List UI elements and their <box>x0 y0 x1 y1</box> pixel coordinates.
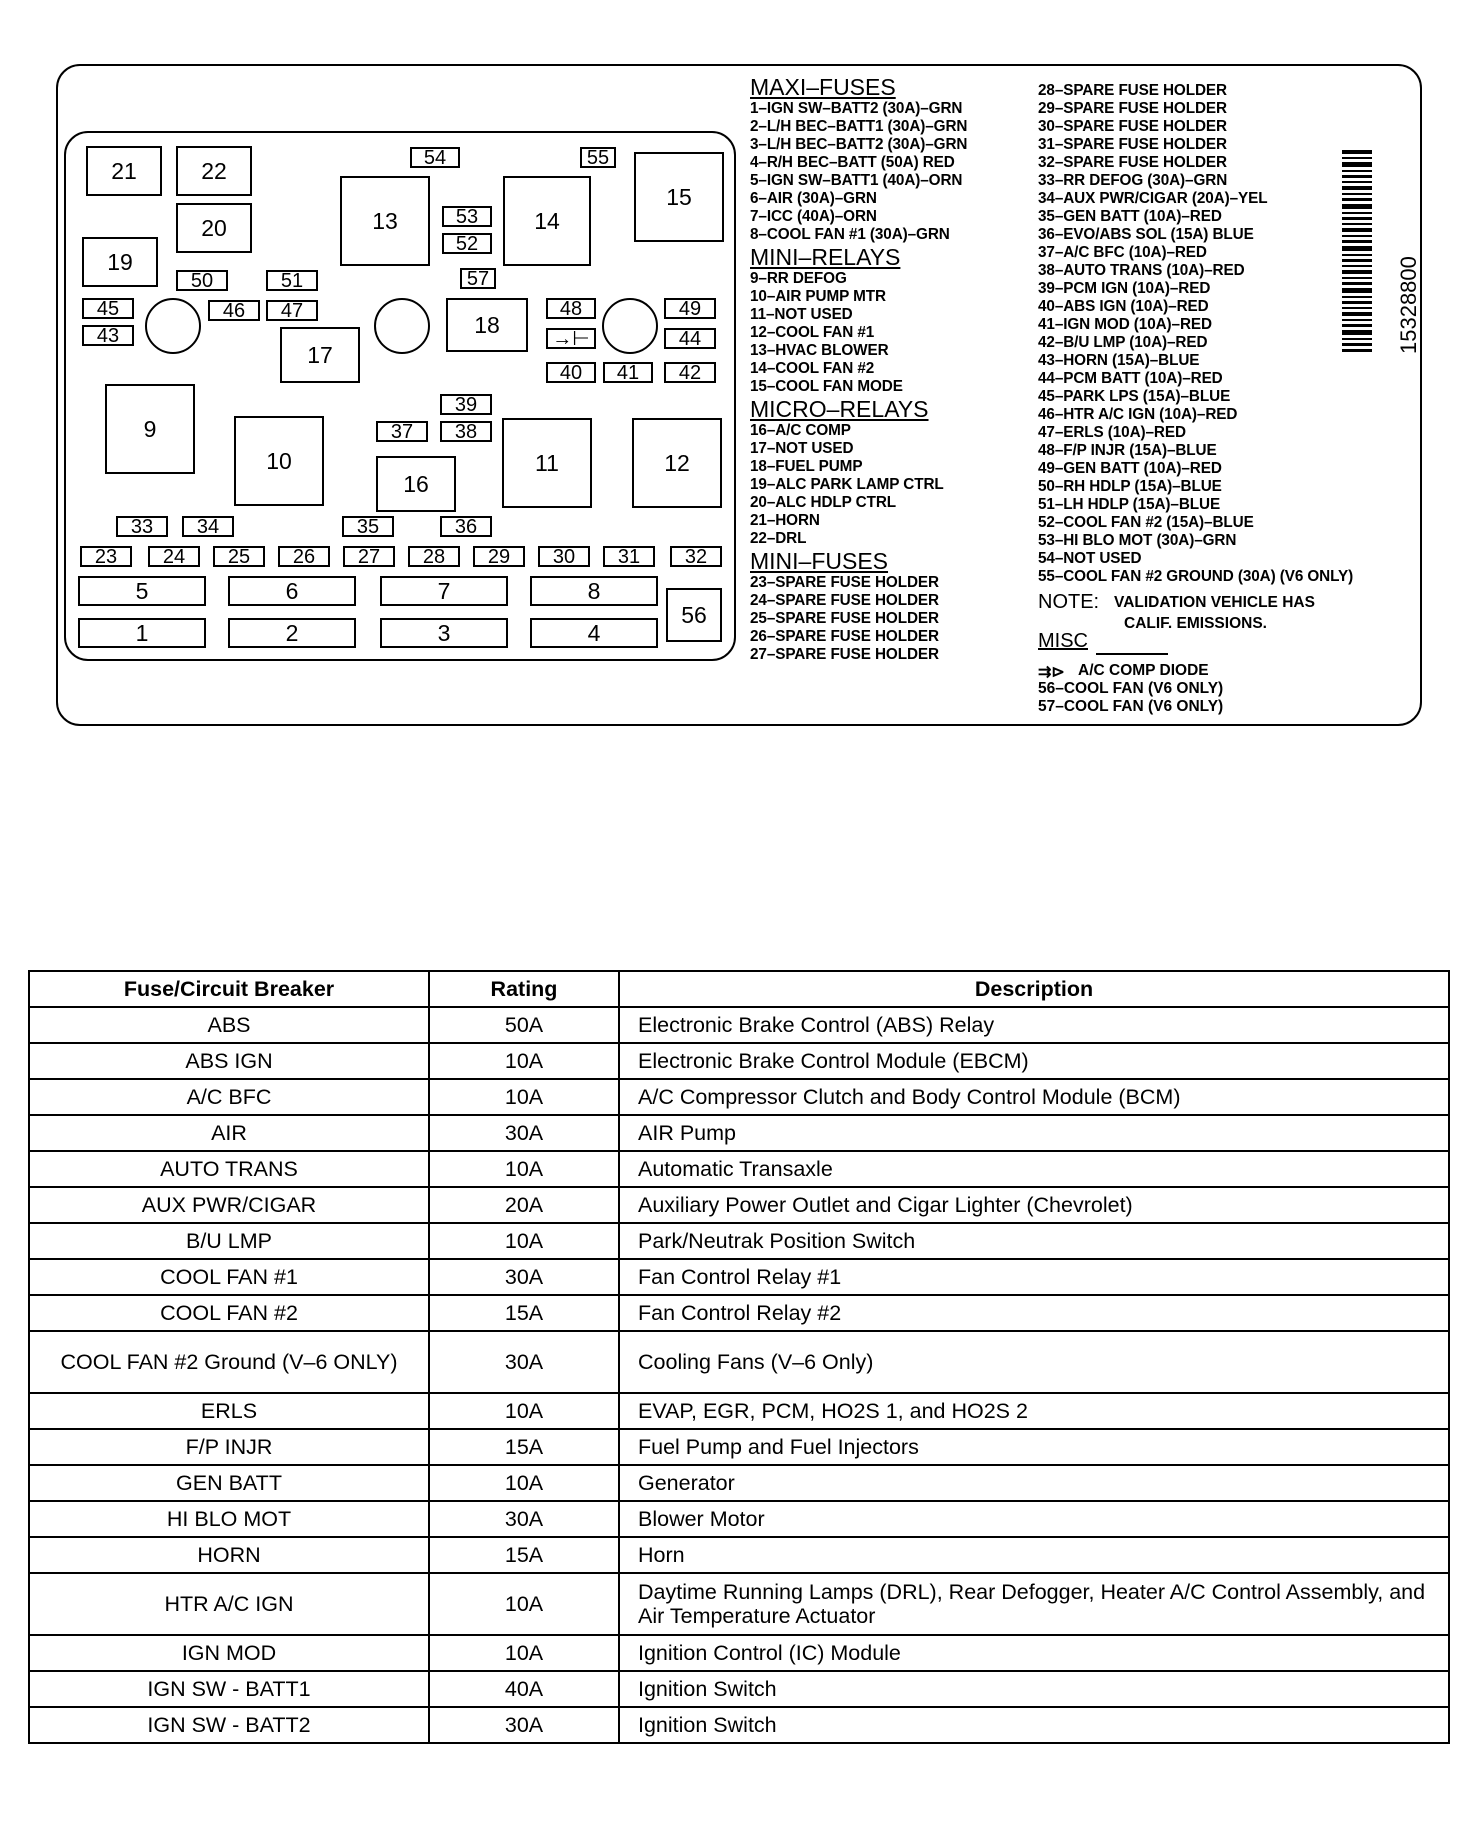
fuse-40: 40 <box>546 362 596 383</box>
fuse-35: 35 <box>342 516 394 537</box>
maxi-fuse-1: 1 <box>78 618 206 648</box>
maxi-fuse-2: 2 <box>228 618 356 648</box>
legend-item: 28–SPARE FUSE HOLDER <box>1038 82 1227 99</box>
relay-13: 13 <box>340 176 430 266</box>
cell-rating: 30A <box>429 1707 619 1743</box>
legend-item: 38–AUTO TRANS (10A)–RED <box>1038 262 1245 279</box>
maxi-fuse-4: 4 <box>530 618 658 648</box>
legend-item: 27–SPARE FUSE HOLDER <box>750 646 939 663</box>
table-row <box>29 1223 1449 1259</box>
relay-19: 19 <box>82 237 158 287</box>
fuse-53: 53 <box>442 206 492 227</box>
legend-item: 15–COOL FAN MODE <box>750 378 903 395</box>
cell-rating: 40A <box>429 1671 619 1707</box>
legend-item: 19–ALC PARK LAMP CTRL <box>750 476 944 493</box>
cavity-circle <box>145 298 201 354</box>
legend-item: 13–HVAC BLOWER <box>750 342 889 359</box>
fuse-23: 23 <box>80 546 132 567</box>
cell-rating: 30A <box>429 1331 619 1393</box>
cell-fuse: HTR A/C IGN <box>29 1573 429 1635</box>
fuse-38: 38 <box>440 421 492 442</box>
table-row <box>29 1115 1449 1151</box>
table-row <box>29 1331 1449 1393</box>
table-row <box>29 1635 1449 1671</box>
legend-item: 3–L/H BEC–BATT2 (30A)–GRN <box>750 136 968 153</box>
legend-item: 31–SPARE FUSE HOLDER <box>1038 136 1227 153</box>
cell-rating: 15A <box>429 1537 619 1573</box>
legend-right <box>1038 82 1353 586</box>
table-row <box>29 1537 1449 1573</box>
part-number: 15328800 <box>1396 256 1421 354</box>
cell-description: Ignition Switch <box>619 1707 1449 1743</box>
cell-fuse: ABS <box>29 1007 429 1043</box>
barcode <box>1342 150 1372 352</box>
cell-fuse: COOL FAN #2 <box>29 1295 429 1331</box>
cell-fuse: ERLS <box>29 1393 429 1429</box>
misc-item-56: 56–COOL FAN (V6 ONLY) <box>1038 680 1224 697</box>
cell-description: Ignition Switch <box>619 1671 1449 1707</box>
fuse-44: 44 <box>664 328 716 349</box>
cell-rating: 10A <box>429 1223 619 1259</box>
cell-fuse: AUX PWR/CIGAR <box>29 1187 429 1223</box>
table-row <box>29 1151 1449 1187</box>
legend-item: 42–B/U LMP (10A)–RED <box>1038 334 1208 351</box>
table-row <box>29 1079 1449 1115</box>
relay-18: 18 <box>446 298 528 352</box>
cell-description: Daytime Running Lamps (DRL), Rear Defogger, Heater A/C Control Assembly, and Air Temperature Actuator <box>619 1573 1449 1635</box>
fuse-28: 28 <box>408 546 460 567</box>
misc-item-57: 57–COOL FAN (V6 ONLY) <box>1038 698 1224 715</box>
cell-fuse: IGN SW - BATT1 <box>29 1671 429 1707</box>
legend-item: 14–COOL FAN #2 <box>750 360 875 377</box>
cell-rating: 30A <box>429 1501 619 1537</box>
fuse-52: 52 <box>442 233 492 254</box>
legend-item: 43–HORN (15A)–BLUE <box>1038 352 1200 369</box>
legend-item: 44–PCM BATT (10A)–RED <box>1038 370 1223 387</box>
cell-fuse: A/C BFC <box>29 1079 429 1115</box>
micro-relays-heading: MICRO–RELAYS <box>750 396 929 422</box>
cell-rating: 15A <box>429 1429 619 1465</box>
maxi-fuse-8: 8 <box>530 576 658 606</box>
relay-16: 16 <box>376 456 456 512</box>
fuse-46: 46 <box>208 300 260 321</box>
legend-item: 36–EVO/ABS SOL (15A) BLUE <box>1038 226 1254 243</box>
table-row <box>29 1295 1449 1331</box>
cell-fuse: COOL FAN #1 <box>29 1259 429 1295</box>
fuse-26: 26 <box>278 546 330 567</box>
table-body <box>29 1007 1449 1743</box>
fuse-51: 51 <box>266 270 318 291</box>
legend-item: 49–GEN BATT (10A)–RED <box>1038 460 1222 477</box>
cell-description: Fuel Pump and Fuel Injectors <box>619 1429 1449 1465</box>
cell-description: EVAP, EGR, PCM, HO2S 1, and HO2S 2 <box>619 1393 1449 1429</box>
cavity-circle <box>374 298 430 354</box>
fuse-table <box>28 970 1450 1744</box>
cell-fuse: B/U LMP <box>29 1223 429 1259</box>
relay-21: 21 <box>86 146 162 196</box>
legend-item: 6–AIR (30A)–GRN <box>750 190 877 207</box>
relay-11: 11 <box>502 418 592 508</box>
legend-item: 5–IGN SW–BATT1 (40A)–ORN <box>750 172 963 189</box>
fuse-43: 43 <box>82 325 134 346</box>
fuse-47: 47 <box>266 300 318 321</box>
fuse-36: 36 <box>440 516 492 537</box>
mini-relays-heading: MINI–RELAYS <box>750 244 901 270</box>
relay-12: 12 <box>632 418 722 508</box>
maxi-fuse-6: 6 <box>228 576 356 606</box>
cell-description: Electronic Brake Control (ABS) Relay <box>619 1007 1449 1043</box>
cell-rating: 10A <box>429 1151 619 1187</box>
legend-item: 18–FUEL PUMP <box>750 458 863 475</box>
legend-item: 24–SPARE FUSE HOLDER <box>750 592 939 609</box>
maxi-fuse-5: 5 <box>78 576 206 606</box>
fuse-39: 39 <box>440 394 492 415</box>
legend-item: 52–COOL FAN #2 (15A)–BLUE <box>1038 514 1254 531</box>
cell-rating: 15A <box>429 1295 619 1331</box>
legend-item: 21–HORN <box>750 512 820 529</box>
fuse-33: 33 <box>116 516 168 537</box>
col-header-rating: Rating <box>429 971 619 1007</box>
legend-item: 46–HTR A/C IGN (10A)–RED <box>1038 406 1238 423</box>
fuse-45: 45 <box>82 298 134 319</box>
cell-description: Blower Motor <box>619 1501 1449 1537</box>
relay-20: 20 <box>176 203 252 253</box>
legend-item: 47–ERLS (10A)–RED <box>1038 424 1186 441</box>
legend-item: 30–SPARE FUSE HOLDER <box>1038 118 1227 135</box>
table-row <box>29 1393 1449 1429</box>
col-header-fuse: Fuse/Circuit Breaker <box>29 971 429 1007</box>
cell-fuse: ABS IGN <box>29 1043 429 1079</box>
fuse-29: 29 <box>473 546 525 567</box>
table-row <box>29 1043 1449 1079</box>
cell-description: Ignition Control (IC) Module <box>619 1635 1449 1671</box>
cell-rating: 30A <box>429 1259 619 1295</box>
legend-item: 50–RH HDLP (15A)–BLUE <box>1038 478 1222 495</box>
table-header-row <box>29 971 1449 1007</box>
col-header-description: Description <box>619 971 1449 1007</box>
cell-description: A/C Compressor Clutch and Body Control Module (BCM) <box>619 1079 1449 1115</box>
misc-heading: MISC <box>1038 630 1088 652</box>
fuse-24: 24 <box>148 546 200 567</box>
note-line-1: VALIDATION VEHICLE HAS <box>1114 594 1315 611</box>
maxi-fuses-heading: MAXI–FUSES <box>750 74 896 100</box>
cell-rating: 10A <box>429 1573 619 1635</box>
cell-description: Fan Control Relay #1 <box>619 1259 1449 1295</box>
fuse-37: 37 <box>376 421 428 442</box>
table-row <box>29 1007 1449 1043</box>
legend-item: 55–COOL FAN #2 GROUND (30A) (V6 ONLY) <box>1038 568 1354 585</box>
fuse-50: 50 <box>176 270 228 291</box>
cell-fuse: HI BLO MOT <box>29 1501 429 1537</box>
cell-rating: 20A <box>429 1187 619 1223</box>
cell-fuse: GEN BATT <box>29 1465 429 1501</box>
table-row <box>29 1465 1449 1501</box>
cell-fuse: AUTO TRANS <box>29 1151 429 1187</box>
cell-rating: 10A <box>429 1393 619 1429</box>
fuse-25: 25 <box>213 546 265 567</box>
relay-10: 10 <box>234 416 324 506</box>
cell-fuse: HORN <box>29 1537 429 1573</box>
cell-description: Automatic Transaxle <box>619 1151 1449 1187</box>
legend-item: 29–SPARE FUSE HOLDER <box>1038 100 1227 117</box>
table-row <box>29 1501 1449 1537</box>
legend-item: 35–GEN BATT (10A)–RED <box>1038 208 1222 225</box>
legend-item: 45–PARK LPS (15A)–BLUE <box>1038 388 1231 405</box>
legend-item: 39–PCM IGN (10A)–RED <box>1038 280 1211 297</box>
cell-fuse: AIR <box>29 1115 429 1151</box>
legend-item: 2–L/H BEC–BATT1 (30A)–GRN <box>750 118 968 135</box>
legend-item: 41–IGN MOD (10A)–RED <box>1038 316 1212 333</box>
cell-fuse: COOL FAN #2 Ground (V–6 ONLY) <box>29 1331 429 1393</box>
cell-description: AIR Pump <box>619 1115 1449 1151</box>
cell-rating: 10A <box>429 1043 619 1079</box>
table-row <box>29 1187 1449 1223</box>
legend-item: 4–R/H BEC–BATT (50A) RED <box>750 154 955 171</box>
legend-item: 8–COOL FAN #1 (30A)–GRN <box>750 226 950 243</box>
relay-56: 56 <box>666 588 722 642</box>
legend-item: 34–AUX PWR/CIGAR (20A)–YEL <box>1038 190 1268 207</box>
table-row <box>29 1259 1449 1295</box>
table-row <box>29 1573 1449 1635</box>
note-label: NOTE: <box>1038 591 1100 613</box>
legend-item: 9–RR DEFOG <box>750 270 847 287</box>
fuse-34: 34 <box>182 516 234 537</box>
relay-9: 9 <box>105 384 195 474</box>
fuse-27: 27 <box>343 546 395 567</box>
relay-14: 14 <box>503 176 591 266</box>
legend-left <box>750 74 967 664</box>
table-row <box>29 1429 1449 1465</box>
cell-description: Fan Control Relay #2 <box>619 1295 1449 1331</box>
legend-item: 23–SPARE FUSE HOLDER <box>750 574 939 591</box>
cell-rating: 50A <box>429 1007 619 1043</box>
fuse-49: 49 <box>664 298 716 319</box>
legend-item: 33–RR DEFOG (30A)–GRN <box>1038 172 1228 189</box>
cell-description: Cooling Fans (V–6 Only) <box>619 1331 1449 1393</box>
fuse-31: 31 <box>603 546 655 567</box>
table-row <box>29 1707 1449 1743</box>
mini-fuses-heading: MINI–FUSES <box>750 548 889 574</box>
legend-item: 53–HI BLO MOT (30A)–GRN <box>1038 532 1237 549</box>
cell-rating: 10A <box>429 1465 619 1501</box>
cell-description: Horn <box>619 1537 1449 1573</box>
legend-item: 51–LH HDLP (15A)–BLUE <box>1038 496 1221 513</box>
fuse-57: 57 <box>460 268 496 289</box>
cell-description: Generator <box>619 1465 1449 1501</box>
table-row <box>29 1671 1449 1707</box>
legend-item: 48–F/P INJR (15A)–BLUE <box>1038 442 1217 459</box>
legend-item: 37–A/C BFC (10A)–RED <box>1038 244 1207 261</box>
maxi-fuse-7: 7 <box>380 576 508 606</box>
legend-item: 10–AIR PUMP MTR <box>750 288 886 305</box>
legend-item: 32–SPARE FUSE HOLDER <box>1038 154 1227 171</box>
relay-17: 17 <box>280 327 360 383</box>
cell-description: Electronic Brake Control Module (EBCM) <box>619 1043 1449 1079</box>
cell-rating: 10A <box>429 1635 619 1671</box>
misc-underline <box>1096 653 1168 655</box>
cell-fuse: IGN MOD <box>29 1635 429 1671</box>
cell-fuse: IGN SW - BATT2 <box>29 1707 429 1743</box>
diode-cavity: →⊢ <box>546 328 596 349</box>
legend-item: 40–ABS IGN (10A)–RED <box>1038 298 1209 315</box>
fuse-48: 48 <box>546 298 596 319</box>
relay-15: 15 <box>634 152 724 242</box>
fuse-55: 55 <box>580 147 616 168</box>
cavity-circle <box>602 298 658 354</box>
fuse-54: 54 <box>410 147 460 168</box>
legend-item: 12–COOL FAN #1 <box>750 324 875 341</box>
fuse-32: 32 <box>670 546 722 567</box>
legend-item: 54–NOT USED <box>1038 550 1142 567</box>
cell-description: Auxiliary Power Outlet and Cigar Lighter (Chevrolet) <box>619 1187 1449 1223</box>
legend-item: 17–NOT USED <box>750 440 854 457</box>
diode-symbol-icon: ⇉⊳ <box>1038 664 1065 681</box>
legend-item: 16–A/C COMP <box>750 422 851 439</box>
cell-description: Park/Neutrak Position Switch <box>619 1223 1449 1259</box>
legend-item: 11–NOT USED <box>750 306 853 323</box>
fuse-41: 41 <box>603 362 653 383</box>
cell-rating: 30A <box>429 1115 619 1151</box>
fuse-30: 30 <box>538 546 590 567</box>
legend-item: 26–SPARE FUSE HOLDER <box>750 628 939 645</box>
maxi-fuse-3: 3 <box>380 618 508 648</box>
legend-item: 1–IGN SW–BATT2 (30A)–GRN <box>750 100 963 117</box>
fuse-42: 42 <box>664 362 716 383</box>
cell-fuse: F/P INJR <box>29 1429 429 1465</box>
misc-diode-label: A/C COMP DIODE <box>1078 662 1209 679</box>
relay-22: 22 <box>176 146 252 196</box>
legend-item: 22–DRL <box>750 530 807 547</box>
legend-item: 25–SPARE FUSE HOLDER <box>750 610 939 627</box>
legend-item: 7–ICC (40A)–ORN <box>750 208 877 225</box>
cell-rating: 10A <box>429 1079 619 1115</box>
note-line-2: CALIF. EMISSIONS. <box>1124 615 1267 632</box>
legend-item: 20–ALC HDLP CTRL <box>750 494 897 511</box>
